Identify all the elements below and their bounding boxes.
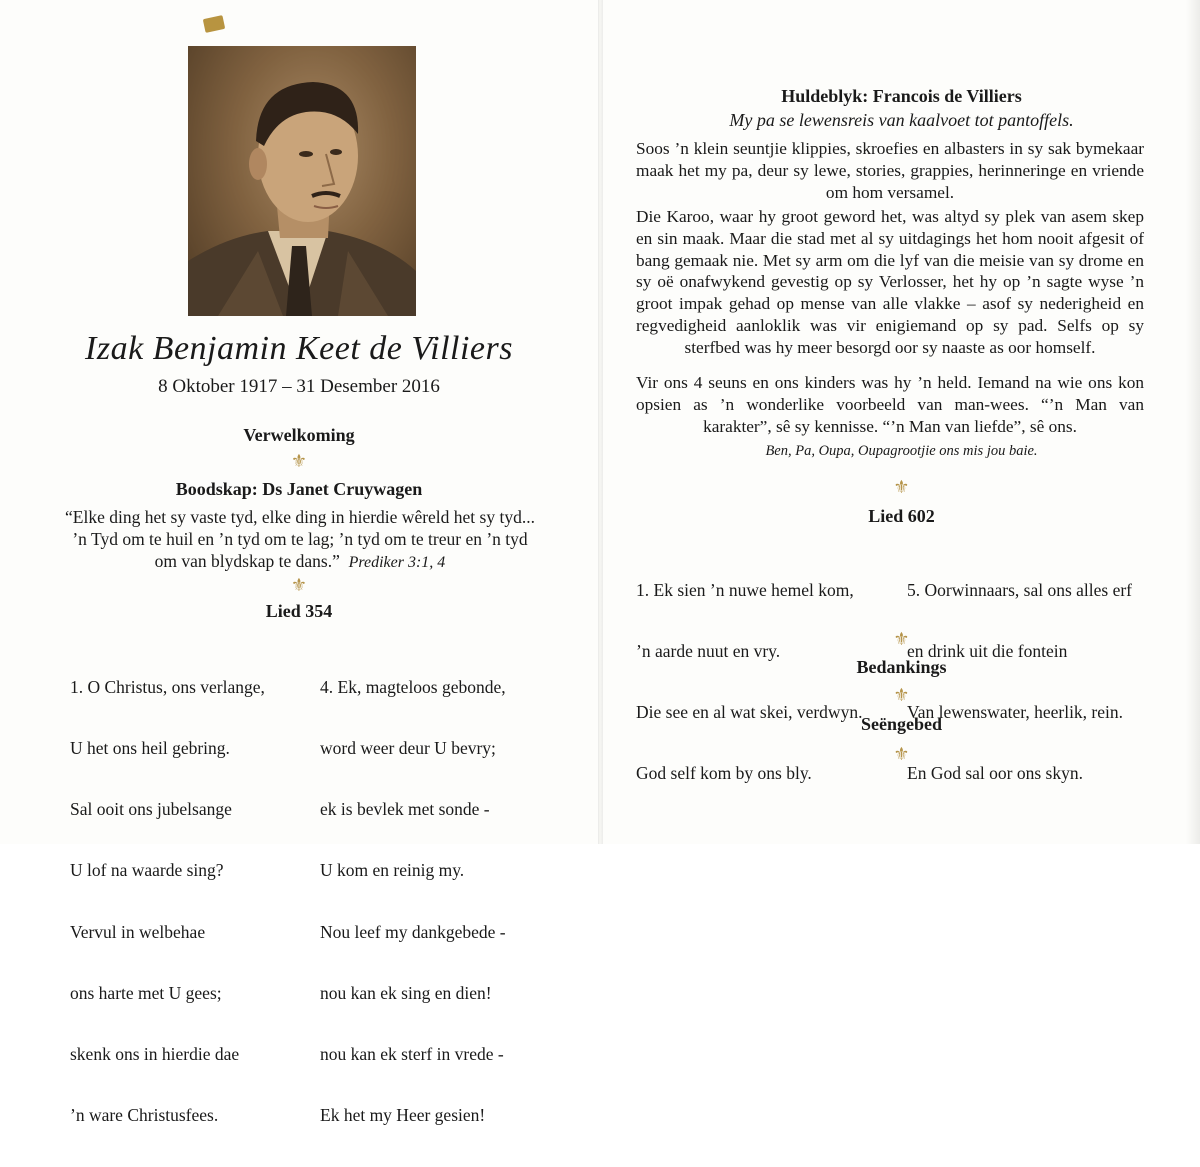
verse-line: Die see en al wat skei, verdwyn. — [636, 702, 863, 723]
scripture-quote — [30, 506, 570, 574]
left-page — [0, 0, 598, 1126]
verse-line: En God sal oor ons skyn. — [907, 763, 1083, 784]
tribute-subtitle: My pa se lewensreis van kaalvoet tot pantoffels. — [729, 110, 1074, 130]
verse-line: U kom en reinig my. — [320, 860, 465, 881]
hymn-602-verse-1 — [636, 539, 862, 825]
verse-line: en drink uit die fontein — [907, 641, 1068, 662]
verse-line: U lof na waarde sing? — [70, 860, 224, 881]
quote-line-text: om van blydskap te dans.” — [154, 551, 340, 571]
verse-line: 5. Oorwinnaars, sal ons alles erf — [907, 579, 1133, 600]
blessing-heading: Seëngebed — [861, 714, 942, 734]
hymn-602-heading: Lied 602 — [868, 506, 935, 526]
verse-line: Nou leef my dankgebede - — [320, 921, 506, 942]
fleur-de-lis-icon: ⚜ — [893, 685, 910, 705]
fleur-de-lis-icon: ⚜ — [893, 477, 910, 497]
fleur-de-lis-icon: ⚜ — [893, 629, 910, 649]
thanks-heading: Bedankings — [856, 657, 947, 677]
verse-line: Vervul in welbehae — [70, 921, 206, 942]
verse-line: ’n ware Christusfees. — [70, 1105, 219, 1126]
verse-line: 4. Ek, magteloos gebonde, — [320, 676, 506, 697]
verse-line: Van lewenswater, heerlik, rein. — [907, 702, 1124, 723]
message-heading: Boodskap: Ds Janet Cruywagen — [175, 479, 423, 499]
gold-clip-mark — [203, 15, 225, 33]
portrait-photo — [188, 46, 416, 316]
tribute-paragraph-1: Soos ’n klein seuntjie klippies, skroefies en albasters in sy sak bymekaar maak het my pa, deur sy lewe, stories, grappies, herinneringe en vriende om hom versamel. — [636, 139, 1144, 202]
quote-line: ’n Tyd om te huil en ’n tyd om te lag; ’n tyd om te treur en ’n tyd — [72, 529, 528, 549]
verse-line: Ek het my Heer gesien! — [320, 1105, 486, 1126]
verse-line: God self kom by ons bly. — [636, 763, 812, 784]
deceased-name: Izak Benjamin Keet de Villiers — [85, 330, 513, 367]
tribute-paragraph-2: Die Karoo, waar hy groot geword het, was altyd sy plek van asem skep en sin maak. Maar die stad met al sy uitdagings het hom nooit afgesit of bang gemaak nie. Met sy arm om die lyf van die meisie van sy drome en sy oë onafwykend gevestig op sy Verlosser, het hy op ’n sagte wyse ’n groot impak gehad op mense van alle vlakke – asof sy nederigheid en regvedigheid aanloklik was vir enigiemand op sy pad. Selfs op sy sterfbed was hy meer besorgd oor sy naaste as oor homself. — [636, 207, 1144, 357]
hymn-602-verse-5 — [907, 539, 1132, 825]
verse-line: 1. O Christus, ons verlange, — [70, 676, 265, 697]
tribute-paragraph-3: Vir ons 4 seuns en ons kinders was hy ’n held. Iemand na wie ons kon opsien as ’n wonderlike voorbeeld van man-wees. “’n Man van karakter”, sê sy kennisse. “’n Man van liefde”, sê ons. — [636, 373, 1144, 436]
hymn-354-heading: Lied 354 — [265, 601, 333, 621]
verse-line: skenk ons in hierdie dae — [70, 1044, 240, 1065]
welcome-heading: Verwelkoming — [243, 425, 355, 445]
life-dates: 8 Oktober 1917 – 31 Desember 2016 — [158, 376, 440, 397]
quote-line — [30, 550, 570, 574]
quote-line: “Elke ding het sy vaste tyd, elke ding in hierdie wêreld het sy tyd... — [65, 507, 535, 527]
verse-line: Sal ooit ons jubelsange — [70, 799, 232, 820]
verse-line: word weer deur U bevry; — [320, 738, 496, 759]
verse-line: 1. Ek sien ’n nuwe hemel kom, — [636, 579, 854, 600]
verse-line: ek is bevlek met sonde - — [320, 799, 490, 820]
verse-line: nou kan ek sterf in vrede - — [320, 1044, 504, 1065]
hymn-354-verse-1 — [70, 636, 265, 1167]
verse-line: nou kan ek sing en dien! — [320, 982, 492, 1003]
verse-line: ons harte met U gees; — [70, 982, 222, 1003]
tribute-signoff: Ben, Pa, Oupa, Oupagrootjie ons mis jou baie. — [765, 443, 1038, 459]
verse-line: U het ons heil gebring. — [70, 738, 230, 759]
fleur-de-lis-icon: ⚜ — [893, 744, 910, 764]
tribute-heading: Huldeblyk: Francois de Villiers — [781, 86, 1022, 106]
hymn-354-verse-4 — [320, 636, 506, 1167]
fleur-de-lis-icon: ⚜ — [290, 451, 308, 471]
scripture-reference: Prediker 3:1, 4 — [348, 554, 446, 571]
verse-line: ’n aarde nuut en vry. — [636, 641, 781, 662]
fleur-de-lis-icon: ⚜ — [290, 575, 308, 595]
right-page — [603, 0, 1200, 844]
